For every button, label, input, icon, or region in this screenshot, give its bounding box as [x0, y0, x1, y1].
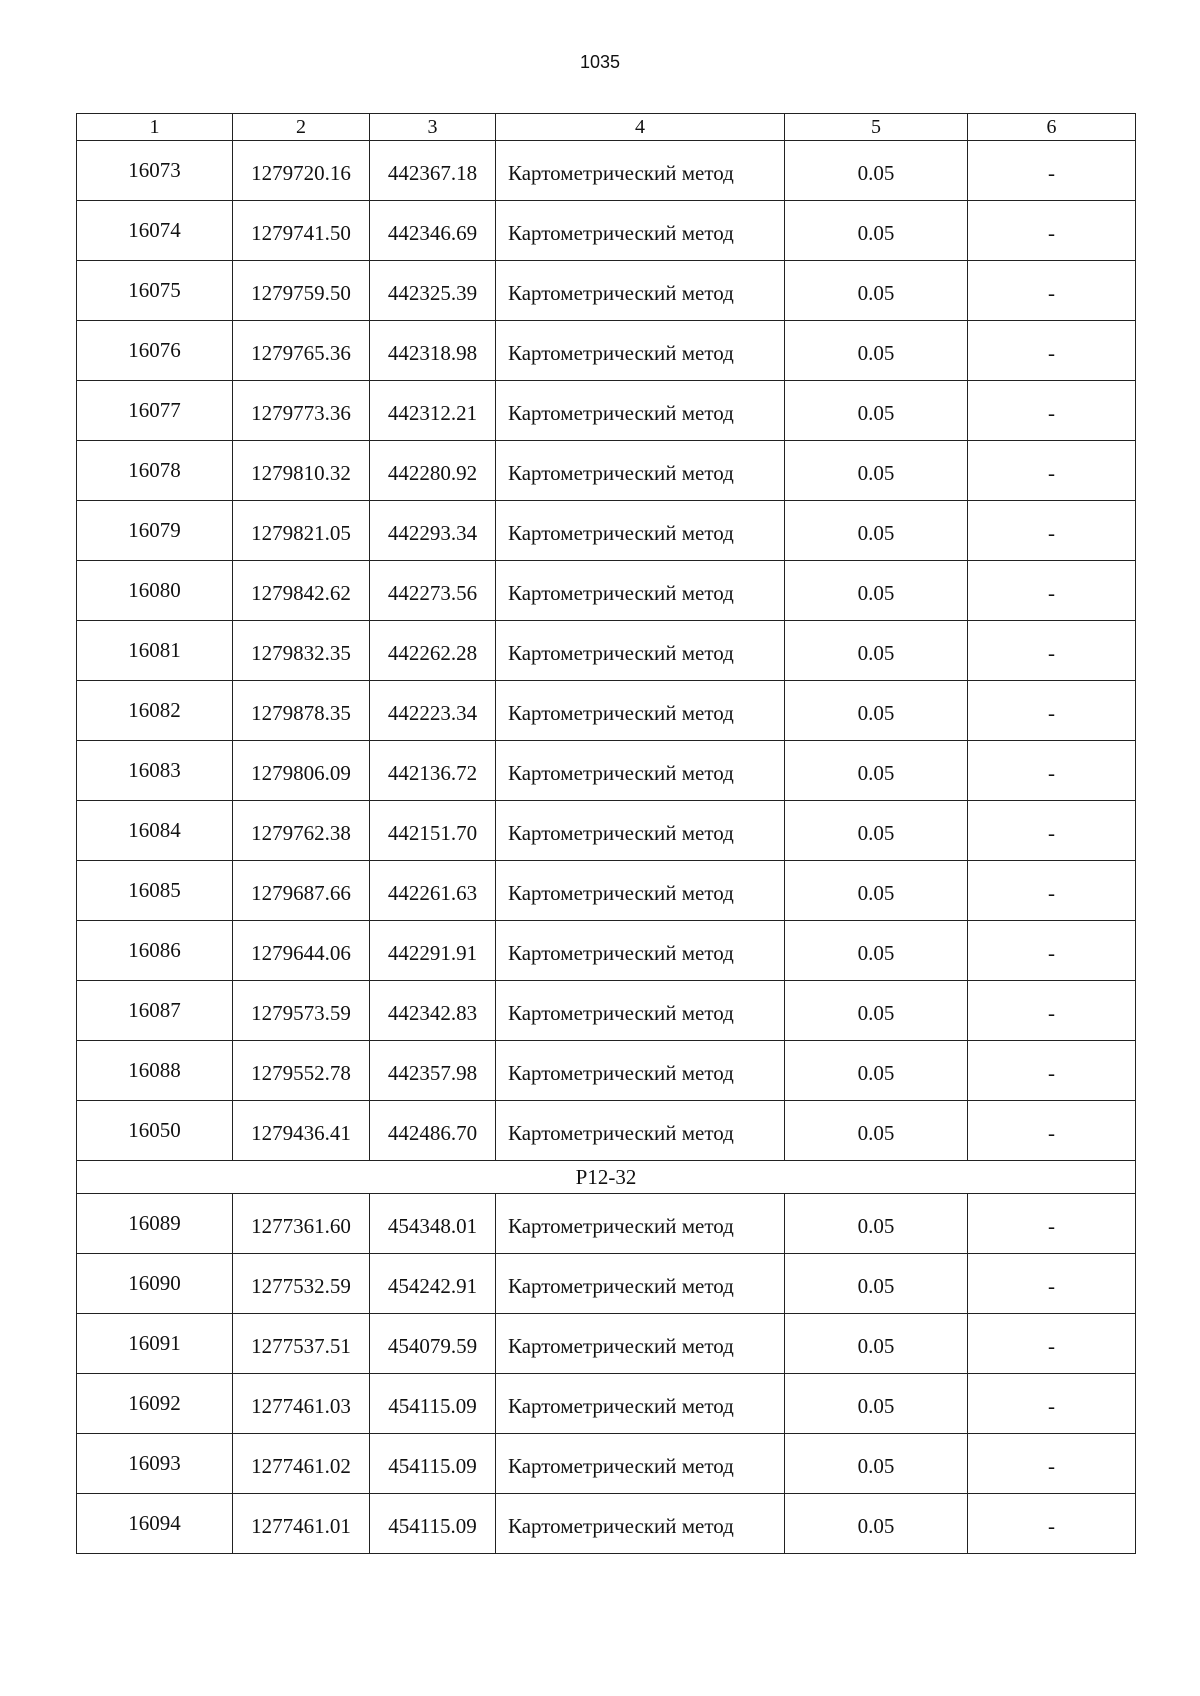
point-number-cell: 16076 — [77, 321, 233, 381]
column-number-header-row — [77, 114, 1136, 141]
table-body — [77, 114, 1136, 1554]
table-row — [77, 1494, 1136, 1554]
section-header-row — [77, 1161, 1136, 1194]
y-coordinate-cell: 454115.09 — [370, 1434, 496, 1494]
x-coordinate-cell: 1277461.03 — [233, 1374, 370, 1434]
accuracy-cell: 0.05 — [785, 381, 968, 441]
point-number-cell: 16085 — [77, 861, 233, 921]
x-coordinate-cell: 1277461.01 — [233, 1494, 370, 1554]
accuracy-cell: 0.05 — [785, 861, 968, 921]
point-number-cell: 16086 — [77, 921, 233, 981]
x-coordinate-cell: 1279832.35 — [233, 621, 370, 681]
method-cell: Картометрический метод — [496, 921, 785, 981]
table-row — [77, 381, 1136, 441]
point-number-cell: 16094 — [77, 1494, 233, 1554]
method-cell: Картометрический метод — [496, 621, 785, 681]
accuracy-cell: 0.05 — [785, 741, 968, 801]
accuracy-cell: 0.05 — [785, 801, 968, 861]
method-cell: Картометрический метод — [496, 201, 785, 261]
note-cell: - — [968, 1374, 1136, 1434]
method-cell: Картометрический метод — [496, 801, 785, 861]
column-header: 5 — [785, 114, 968, 141]
x-coordinate-cell: 1277532.59 — [233, 1254, 370, 1314]
table-row — [77, 861, 1136, 921]
accuracy-cell: 0.05 — [785, 561, 968, 621]
table-row — [77, 981, 1136, 1041]
method-cell: Картометрический метод — [496, 381, 785, 441]
accuracy-cell: 0.05 — [785, 1254, 968, 1314]
column-header: 3 — [370, 114, 496, 141]
y-coordinate-cell: 442261.63 — [370, 861, 496, 921]
section-label: Р12-32 — [77, 1161, 1136, 1194]
note-cell: - — [968, 741, 1136, 801]
note-cell: - — [968, 1254, 1136, 1314]
table-row — [77, 1314, 1136, 1374]
method-cell: Картометрический метод — [496, 441, 785, 501]
table-row — [77, 1101, 1136, 1161]
x-coordinate-cell: 1279765.36 — [233, 321, 370, 381]
table-row — [77, 441, 1136, 501]
y-coordinate-cell: 442151.70 — [370, 801, 496, 861]
note-cell: - — [968, 921, 1136, 981]
point-number-cell: 16073 — [77, 141, 233, 201]
note-cell: - — [968, 561, 1136, 621]
y-coordinate-cell: 442357.98 — [370, 1041, 496, 1101]
point-number-cell: 16080 — [77, 561, 233, 621]
x-coordinate-cell: 1279436.41 — [233, 1101, 370, 1161]
column-header: 4 — [496, 114, 785, 141]
table-row — [77, 561, 1136, 621]
x-coordinate-cell: 1279821.05 — [233, 501, 370, 561]
x-coordinate-cell: 1279842.62 — [233, 561, 370, 621]
y-coordinate-cell: 454242.91 — [370, 1254, 496, 1314]
point-number-cell: 16088 — [77, 1041, 233, 1101]
y-coordinate-cell: 454348.01 — [370, 1194, 496, 1254]
table-row — [77, 741, 1136, 801]
y-coordinate-cell: 442293.34 — [370, 501, 496, 561]
accuracy-cell: 0.05 — [785, 1194, 968, 1254]
note-cell: - — [968, 981, 1136, 1041]
y-coordinate-cell: 442223.34 — [370, 681, 496, 741]
point-number-cell: 16079 — [77, 501, 233, 561]
x-coordinate-cell: 1277361.60 — [233, 1194, 370, 1254]
note-cell: - — [968, 381, 1136, 441]
table-row — [77, 1434, 1136, 1494]
point-number-cell: 16084 — [77, 801, 233, 861]
method-cell: Картометрический метод — [496, 741, 785, 801]
table-row — [77, 261, 1136, 321]
table-row — [77, 201, 1136, 261]
column-header: 1 — [77, 114, 233, 141]
x-coordinate-cell: 1279810.32 — [233, 441, 370, 501]
method-cell: Картометрический метод — [496, 1041, 785, 1101]
method-cell: Картометрический метод — [496, 261, 785, 321]
note-cell: - — [968, 681, 1136, 741]
accuracy-cell: 0.05 — [785, 261, 968, 321]
page-number: 1035 — [579, 52, 621, 72]
point-number-cell: 16081 — [77, 621, 233, 681]
point-number-cell: 16078 — [77, 441, 233, 501]
note-cell: - — [968, 1314, 1136, 1374]
x-coordinate-cell: 1279573.59 — [233, 981, 370, 1041]
method-cell: Картометрический метод — [496, 1434, 785, 1494]
accuracy-cell: 0.05 — [785, 1434, 968, 1494]
accuracy-cell: 0.05 — [785, 201, 968, 261]
accuracy-cell: 0.05 — [785, 1314, 968, 1374]
column-header: 2 — [233, 114, 370, 141]
accuracy-cell: 0.05 — [785, 141, 968, 201]
note-cell: - — [968, 1101, 1136, 1161]
y-coordinate-cell: 454079.59 — [370, 1314, 496, 1374]
note-cell: - — [968, 321, 1136, 381]
point-number-cell: 16082 — [77, 681, 233, 741]
point-number-cell: 16075 — [77, 261, 233, 321]
accuracy-cell: 0.05 — [785, 681, 968, 741]
accuracy-cell: 0.05 — [785, 441, 968, 501]
accuracy-cell: 0.05 — [785, 321, 968, 381]
y-coordinate-cell: 442312.21 — [370, 381, 496, 441]
table-row — [77, 501, 1136, 561]
accuracy-cell: 0.05 — [785, 981, 968, 1041]
accuracy-cell: 0.05 — [785, 921, 968, 981]
accuracy-cell: 0.05 — [785, 1494, 968, 1554]
table-row — [77, 681, 1136, 741]
note-cell: - — [968, 141, 1136, 201]
x-coordinate-cell: 1279762.38 — [233, 801, 370, 861]
note-cell: - — [968, 441, 1136, 501]
method-cell: Картометрический метод — [496, 141, 785, 201]
y-coordinate-cell: 454115.09 — [370, 1374, 496, 1434]
method-cell: Картометрический метод — [496, 1101, 785, 1161]
x-coordinate-cell: 1279552.78 — [233, 1041, 370, 1101]
point-number-cell: 16077 — [77, 381, 233, 441]
y-coordinate-cell: 442346.69 — [370, 201, 496, 261]
x-coordinate-cell: 1279878.35 — [233, 681, 370, 741]
note-cell: - — [968, 1494, 1136, 1554]
y-coordinate-cell: 442367.18 — [370, 141, 496, 201]
table-row — [77, 801, 1136, 861]
note-cell: - — [968, 861, 1136, 921]
accuracy-cell: 0.05 — [785, 621, 968, 681]
y-coordinate-cell: 442342.83 — [370, 981, 496, 1041]
x-coordinate-cell: 1277537.51 — [233, 1314, 370, 1374]
table-row — [77, 1254, 1136, 1314]
method-cell: Картометрический метод — [496, 981, 785, 1041]
y-coordinate-cell: 442318.98 — [370, 321, 496, 381]
table-row — [77, 141, 1136, 201]
x-coordinate-cell: 1279720.16 — [233, 141, 370, 201]
method-cell: Картометрический метод — [496, 1254, 785, 1314]
accuracy-cell: 0.05 — [785, 1041, 968, 1101]
method-cell: Картометрический метод — [496, 1494, 785, 1554]
y-coordinate-cell: 454115.09 — [370, 1494, 496, 1554]
note-cell: - — [968, 501, 1136, 561]
point-number-cell: 16074 — [77, 201, 233, 261]
table-row — [77, 1374, 1136, 1434]
accuracy-cell: 0.05 — [785, 501, 968, 561]
x-coordinate-cell: 1279687.66 — [233, 861, 370, 921]
method-cell: Картометрический метод — [496, 321, 785, 381]
point-number-cell: 16090 — [77, 1254, 233, 1314]
x-coordinate-cell: 1277461.02 — [233, 1434, 370, 1494]
x-coordinate-cell: 1279773.36 — [233, 381, 370, 441]
x-coordinate-cell: 1279806.09 — [233, 741, 370, 801]
table-row — [77, 1041, 1136, 1101]
method-cell: Картометрический метод — [496, 1314, 785, 1374]
method-cell: Картометрический метод — [496, 681, 785, 741]
point-number-cell: 16083 — [77, 741, 233, 801]
y-coordinate-cell: 442262.28 — [370, 621, 496, 681]
column-header: 6 — [968, 114, 1136, 141]
coordinates-table — [76, 113, 1136, 1554]
point-number-cell: 16091 — [77, 1314, 233, 1374]
table-row — [77, 1194, 1136, 1254]
method-cell: Картометрический метод — [496, 861, 785, 921]
note-cell: - — [968, 1041, 1136, 1101]
note-cell: - — [968, 1194, 1136, 1254]
method-cell: Картометрический метод — [496, 1374, 785, 1434]
method-cell: Картометрический метод — [496, 561, 785, 621]
point-number-cell: 16050 — [77, 1101, 233, 1161]
y-coordinate-cell: 442291.91 — [370, 921, 496, 981]
x-coordinate-cell: 1279759.50 — [233, 261, 370, 321]
note-cell: - — [968, 201, 1136, 261]
y-coordinate-cell: 442325.39 — [370, 261, 496, 321]
accuracy-cell: 0.05 — [785, 1101, 968, 1161]
accuracy-cell: 0.05 — [785, 1374, 968, 1434]
x-coordinate-cell: 1279644.06 — [233, 921, 370, 981]
note-cell: - — [968, 261, 1136, 321]
note-cell: - — [968, 801, 1136, 861]
method-cell: Картометрический метод — [496, 1194, 785, 1254]
table-row — [77, 321, 1136, 381]
y-coordinate-cell: 442136.72 — [370, 741, 496, 801]
x-coordinate-cell: 1279741.50 — [233, 201, 370, 261]
note-cell: - — [968, 621, 1136, 681]
point-number-cell: 16087 — [77, 981, 233, 1041]
note-cell: - — [968, 1434, 1136, 1494]
method-cell: Картометрический метод — [496, 501, 785, 561]
table-row — [77, 621, 1136, 681]
y-coordinate-cell: 442486.70 — [370, 1101, 496, 1161]
y-coordinate-cell: 442280.92 — [370, 441, 496, 501]
point-number-cell: 16089 — [77, 1194, 233, 1254]
table-row — [77, 921, 1136, 981]
point-number-cell: 16093 — [77, 1434, 233, 1494]
point-number-cell: 16092 — [77, 1374, 233, 1434]
y-coordinate-cell: 442273.56 — [370, 561, 496, 621]
